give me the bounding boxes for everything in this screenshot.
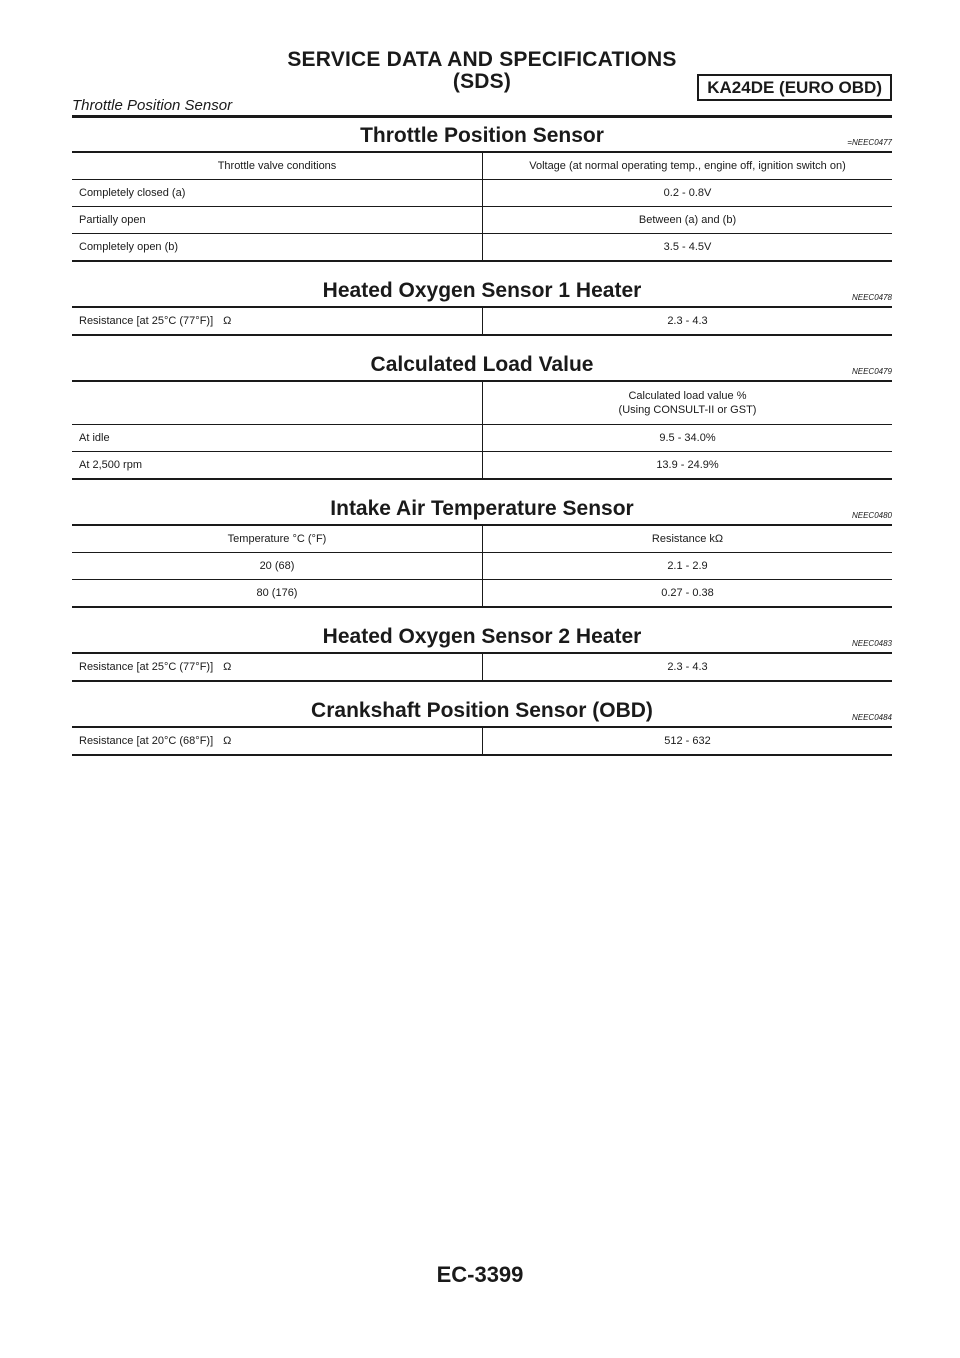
table-cell: 2.3 - 4.3 (667, 661, 708, 673)
section-divider (72, 754, 892, 756)
table-cell: Between (a) and (b) (483, 207, 893, 234)
table-cell: Throttle valve conditions (72, 153, 483, 180)
table-cell (72, 308, 483, 334)
table-header-row (72, 382, 892, 425)
section-heading: Crankshaft Position Sensor (OBD) (311, 699, 653, 722)
table-header-row (72, 526, 892, 553)
section-code: NEEC0483 (851, 639, 892, 648)
section-divider (72, 680, 892, 693)
section-heading: Intake Air Temperature Sensor (330, 497, 634, 520)
table-cell: 0.2 - 0.8V (483, 180, 893, 207)
table-cell: 512 - 632 (664, 735, 711, 747)
page-subtitle: Throttle Position Sensor (72, 97, 233, 114)
table-row (72, 207, 892, 234)
calculated-load-value-table (72, 382, 892, 478)
table-row (72, 553, 892, 580)
page-number: EC-3399 (436, 1262, 524, 1287)
unit-label: Ω (223, 315, 232, 327)
resistance-label: Resistance [at 25°C (77°F)] (79, 661, 214, 673)
section-title-crankshaft-position-sensor (72, 693, 892, 728)
table-row (72, 580, 892, 607)
throttle-position-sensor-table (72, 153, 892, 260)
section-code: NEEC0484 (851, 713, 892, 722)
table-cell: Partially open (72, 207, 483, 234)
section-divider (72, 606, 892, 619)
table-row (72, 153, 892, 180)
table-cell (483, 382, 893, 425)
section-code: NEEC0478 (851, 293, 892, 302)
ho2s1-heater-table (72, 308, 892, 334)
table-row (72, 452, 892, 479)
resistance-label: Resistance [at 25°C (77°F)] (79, 315, 214, 327)
table-cell (72, 728, 483, 754)
table-cell-empty (72, 382, 483, 425)
table-cell: 2.3 - 4.3 (667, 315, 708, 327)
intake-air-temperature-table (72, 526, 892, 606)
table-cell: 20 (68) (72, 553, 483, 580)
ho2s2-heater-table (72, 654, 892, 680)
section-code: NEEC0480 (851, 511, 892, 520)
section-divider (72, 260, 892, 273)
unit-label: Ω (223, 661, 232, 673)
page-header (72, 44, 892, 116)
section-heading: Calculated Load Value (370, 353, 594, 376)
document-title-sds: (SDS) (452, 70, 512, 93)
table-cell: Voltage (at normal operating temp., engine off, ignition switch on) (483, 153, 893, 180)
table-cell: At 2,500 rpm (72, 452, 483, 479)
column-header-line: (Using CONSULT-II or GST) (618, 404, 757, 416)
section-code: NEEC0479 (851, 367, 892, 376)
unit-label: Ω (223, 735, 232, 747)
sds-content (72, 118, 892, 756)
column-header-line: Calculated load value % (628, 390, 747, 402)
document-title: SERVICE DATA AND SPECIFICATIONS (287, 48, 677, 71)
section-code: =NEEC0477 (847, 138, 892, 147)
table-cell: 2.1 - 2.9 (483, 553, 893, 580)
section-divider (72, 478, 892, 491)
section-title-intake-air-temperature-sensor (72, 491, 892, 526)
section-heading: Heated Oxygen Sensor 2 Heater (322, 625, 642, 648)
table-cell: At idle (72, 425, 483, 452)
table-cell: 0.27 - 0.38 (661, 587, 714, 599)
section-heading: Heated Oxygen Sensor 1 Heater (322, 279, 642, 302)
section-title-calculated-load-value (72, 347, 892, 382)
table-row (72, 654, 892, 680)
table-cell: 80 (176) (72, 580, 483, 607)
table-cell: Resistance kΩ (483, 526, 893, 553)
section-heading: Throttle Position Sensor (360, 124, 604, 147)
section-title-ho2s2-heater (72, 619, 892, 654)
table-row (72, 425, 892, 452)
table-row (72, 234, 892, 261)
table-cell: 9.5 - 34.0% (483, 425, 893, 452)
resistance-label: Resistance [at 20°C (68°F)] (79, 735, 214, 747)
table-cell: Completely open (b) (72, 234, 483, 261)
engine-badge: KA24DE (EURO OBD) (697, 74, 892, 101)
crankshaft-position-sensor-table (72, 728, 892, 754)
section-divider (72, 334, 892, 347)
section-title-ho2s1-heater (72, 273, 892, 308)
table-row (72, 308, 892, 334)
table-cell: Temperature °C (°F) (72, 526, 483, 553)
table-row (72, 728, 892, 754)
table-row (72, 180, 892, 207)
table-cell: 3.5 - 4.5V (663, 241, 712, 253)
table-cell: 13.9 - 24.9% (656, 459, 719, 471)
section-title-throttle-position-sensor (72, 118, 892, 153)
table-cell (72, 654, 483, 680)
table-cell: Completely closed (a) (72, 180, 483, 207)
